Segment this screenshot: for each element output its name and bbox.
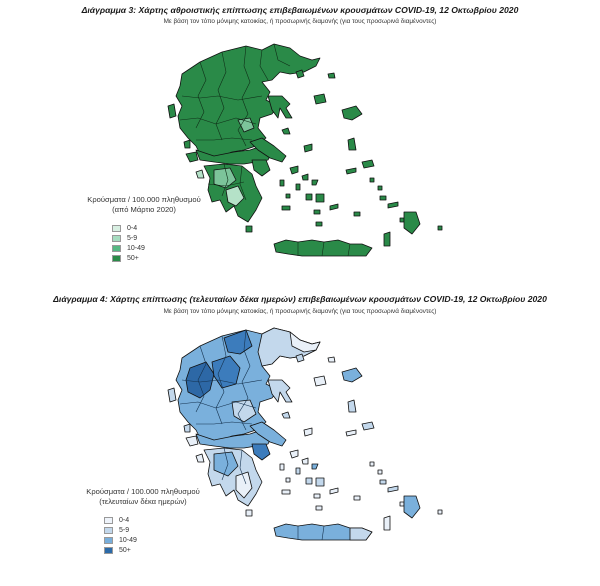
map2-legend (76, 487, 210, 555)
island-karpathos (384, 516, 390, 530)
island-tinos (302, 174, 308, 180)
island-syros (296, 468, 300, 474)
map1-legend-label-1: 5-9 (127, 234, 138, 242)
map1-legend-item-1 (112, 233, 204, 243)
island-milos (282, 206, 290, 210)
region-halkidiki (268, 380, 292, 402)
island-paros (306, 194, 312, 200)
map2-legend-swatch-1 (104, 527, 113, 534)
map2-subtitle: Με βάση τον τόπο μόνιμης κατοικίας, ή προσωρινής διαμονής (για τους προσωρινά διαμένοντες) (163, 308, 437, 315)
island-astypalaia (354, 212, 360, 216)
island-corfu (168, 104, 176, 118)
island-kea (280, 180, 284, 186)
map1-legend-swatch-1 (112, 235, 121, 242)
map1-legend-swatch-0 (112, 225, 121, 232)
island-milos (282, 490, 290, 494)
island-amorgos (330, 204, 338, 210)
region-attica (252, 444, 270, 460)
ten-day-incidence-panel (0, 292, 600, 586)
island-zakynthos (196, 170, 204, 178)
island-samothraki (328, 73, 335, 78)
island-patmos (370, 178, 374, 182)
map1-legend-item-2 (112, 243, 204, 253)
island-kea (280, 464, 284, 470)
map1-legend-item-3 (112, 253, 204, 263)
island-kalymnos (380, 196, 386, 200)
island-ikaria (346, 430, 356, 436)
map1-legend-swatch-3 (112, 255, 121, 262)
island-kos (388, 486, 398, 492)
map1-legend-title-line2: (από Μάρτιο 2020) (112, 205, 176, 214)
island-syros (296, 184, 300, 190)
island-kythira (246, 510, 252, 516)
island-patmos (370, 462, 374, 466)
map1-legend-label-3: 50+ (127, 254, 139, 262)
island-andros (290, 450, 298, 458)
island-mykonos (312, 180, 318, 185)
map2-title: Διάγραμμα 4: Χάρτης επίπτωσης (τελευταίων δέκα ημερών) επιβεβαιωμένων κρουσμάτων COVID-19, 12 Οκτωβρίου 2020 (53, 294, 547, 304)
island-lesvos (342, 368, 362, 382)
map2-legend-label-0: 0-4 (119, 516, 130, 524)
island-lesvos (342, 106, 362, 120)
island-chios (348, 138, 356, 150)
island-kastellorizo (438, 510, 442, 514)
map1-legend-item-0 (112, 223, 204, 233)
island-kalymnos (380, 480, 386, 484)
island-thasos (296, 354, 304, 362)
map2-legend-swatch-2 (104, 537, 113, 544)
map1-legend (84, 195, 204, 263)
map2-legend-label-1: 5-9 (119, 526, 130, 534)
region-attica (252, 160, 270, 176)
island-santorini (316, 506, 322, 510)
island-corfu (168, 388, 176, 402)
island-leros (378, 186, 382, 190)
island-kefalonia (186, 152, 198, 162)
island-kythira (246, 226, 252, 232)
island-tilos (400, 502, 404, 506)
island-skyros (304, 144, 312, 152)
island-santorini (316, 222, 322, 226)
island-tinos (302, 458, 308, 464)
island-lefkada (184, 140, 190, 148)
island-mykonos (312, 464, 318, 469)
island-amorgos (330, 488, 338, 494)
island-lefkada (184, 424, 190, 432)
island-andros (290, 166, 298, 174)
island-chios (348, 400, 356, 412)
map1-legend-title-line1: Κρούσματα / 100.000 πληθυσμού (87, 195, 201, 204)
island-zakynthos (196, 454, 204, 462)
island-serifos (286, 194, 290, 198)
region-halkidiki (268, 96, 292, 118)
map1-legend-swatch-2 (112, 245, 121, 252)
island-ios (314, 210, 320, 214)
island-skiathos (282, 128, 290, 134)
island-limnos (314, 376, 326, 386)
island-samos (362, 160, 374, 168)
island-rhodes (404, 212, 420, 234)
island-ios (314, 494, 320, 498)
map2-legend-title-line1: Κρούσματα / 100.000 πληθυσμού (86, 487, 200, 496)
cumulative-incidence-panel (0, 0, 600, 292)
island-kefalonia (186, 436, 198, 446)
map2-legend-item-3 (104, 545, 210, 555)
island-tilos (400, 218, 404, 222)
map2-legend-swatch-3 (104, 547, 113, 554)
map1-subtitle: Με βάση τον τόπο μόνιμης κατοικίας, ή προσωρινής διαμονής (για τους προσωρινά διαμένοντες) (163, 18, 437, 25)
island-samothraki (328, 357, 335, 362)
island-serifos (286, 478, 290, 482)
map2-legend-swatch-0 (104, 517, 113, 524)
island-kastellorizo (438, 226, 442, 230)
island-astypalaia (354, 496, 360, 500)
crete-east (350, 528, 372, 540)
map2-legend-item-0 (104, 515, 210, 525)
map2-legend-label-2: 10-49 (119, 536, 137, 544)
island-naxos (316, 194, 324, 202)
map1-legend-label-0: 0-4 (127, 224, 138, 232)
island-karpathos (384, 232, 390, 246)
island-limnos (314, 94, 326, 104)
island-skiathos (282, 412, 290, 418)
region-mainland-north (176, 44, 320, 158)
map2-legend-item-1 (104, 525, 210, 535)
map2-legend-title-line2: (τελευταίων δέκα ημερών) (99, 497, 187, 506)
island-paros (306, 478, 312, 484)
island-leros (378, 470, 382, 474)
map1-title: Διάγραμμα 3: Χάρτης αθροιστικής επίπτωσης επιβεβαιωμένων κρουσμάτων COVID-19, 12 Οκτωβρίου 2020 (81, 5, 519, 15)
island-ikaria (346, 168, 356, 174)
island-naxos (316, 478, 324, 486)
island-kos (388, 202, 398, 208)
island-rhodes (404, 496, 420, 518)
island-skyros (304, 428, 312, 436)
map1-legend-label-2: 10-49 (127, 244, 145, 252)
map2-legend-label-3: 50+ (119, 546, 131, 554)
island-samos (362, 422, 374, 430)
island-thasos (296, 70, 304, 78)
map2-legend-item-2 (104, 535, 210, 545)
